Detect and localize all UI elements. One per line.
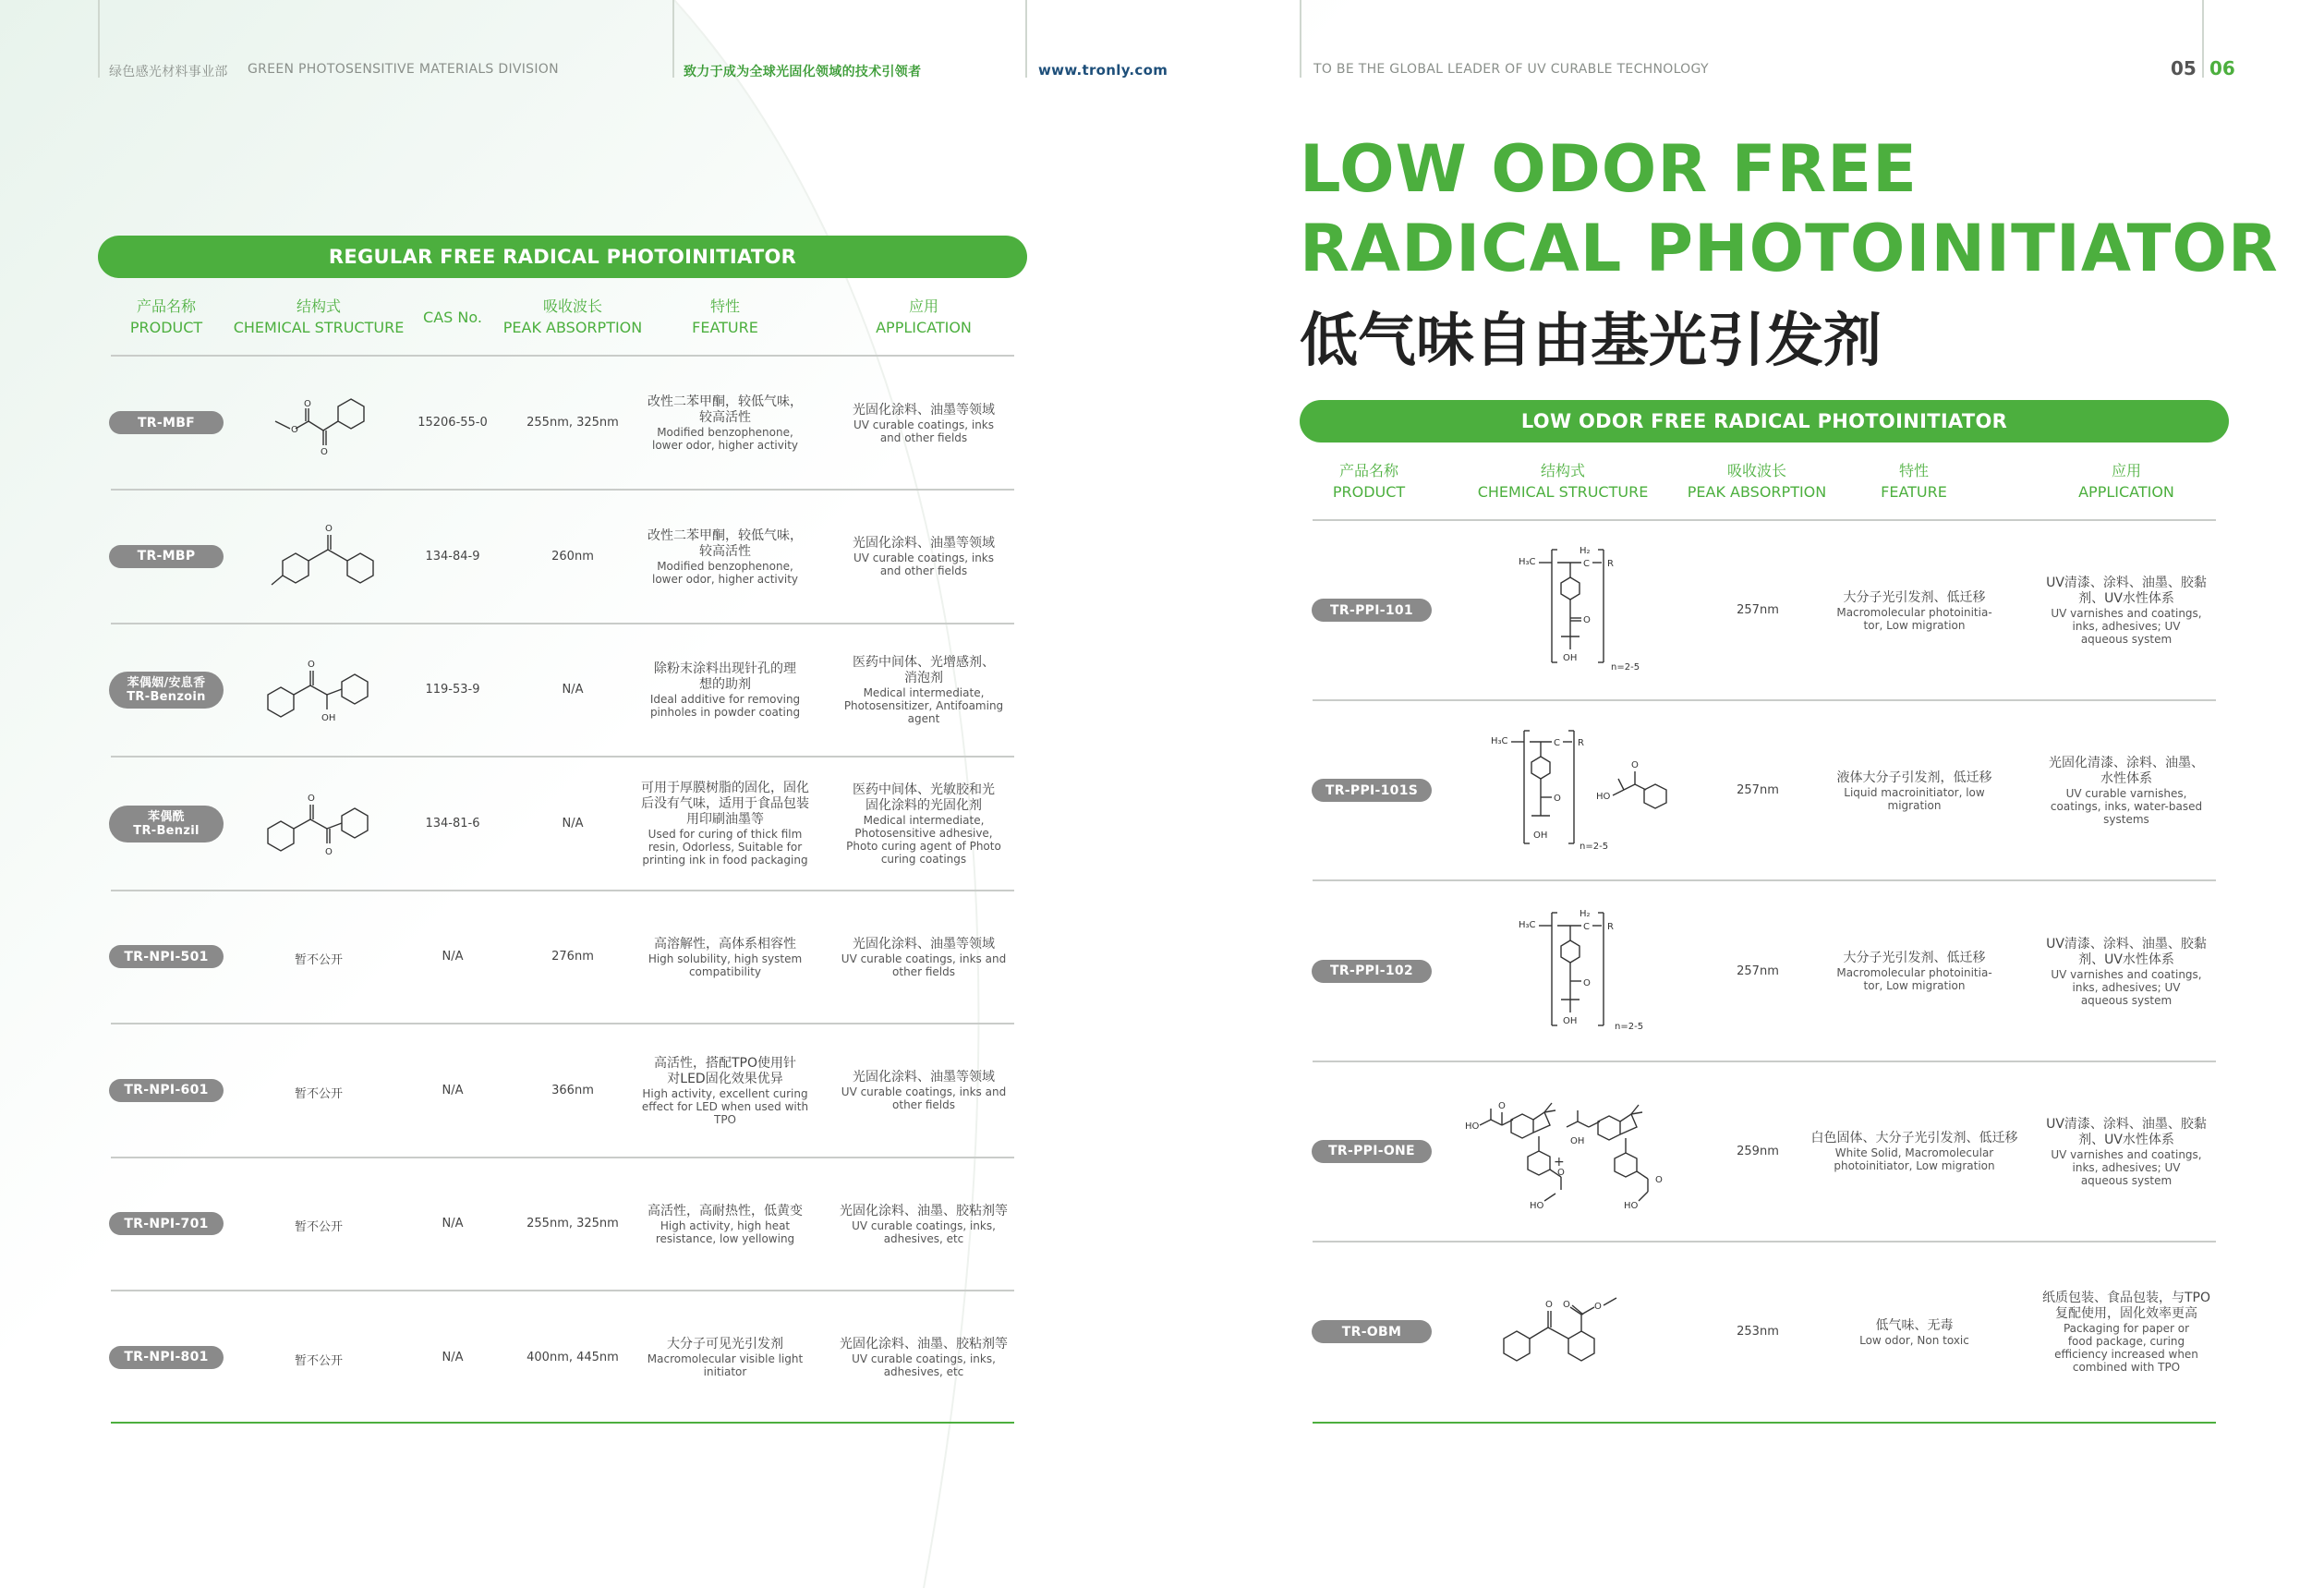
application-cell [2029, 756, 2223, 826]
column-header-en: CHEMICAL STRUCTURE [233, 319, 405, 336]
structure-tr-ppi-101 [1515, 540, 1653, 674]
text-line: UV清漆、涂料、油墨、胶黏 [2046, 576, 2207, 590]
text-line: 后没有气味，适用于食品包装 [641, 796, 809, 811]
column-header-cn: 应用 [908, 297, 938, 315]
title-line-2: RADICAL PHOTOINITIATOR [1300, 211, 2279, 286]
column-header-en: PRODUCT [1332, 483, 1406, 501]
text-line: aqueous system [2080, 1173, 2173, 1187]
column-header-cn: 产品名称 [1338, 462, 1398, 479]
text-line: 剂、UV水性体系 [2078, 591, 2174, 606]
header-divider [1025, 0, 1027, 78]
product-name: TR-NPI-801 [124, 1350, 209, 1364]
cas-number: 134-81-6 [425, 816, 480, 830]
row-divider [111, 756, 1014, 758]
text-line: Packaging for paper or [2063, 1322, 2190, 1336]
r-label: R [1578, 738, 1584, 748]
text-line: UV curable coatings, inks [853, 418, 995, 431]
product-pill [109, 806, 224, 842]
feature-cell [633, 1337, 817, 1378]
ho-label: HO [1624, 1201, 1639, 1211]
feature-cell [633, 528, 817, 586]
left-table-bottom-rule [111, 1422, 1014, 1424]
text-line: Medical intermediate, [863, 686, 985, 699]
product-name: TR-PPI-102 [1330, 964, 1413, 979]
text-line: 光固化涂料、油墨等领域 [853, 1070, 995, 1085]
product-name: TR-PPI-ONE [1328, 1144, 1415, 1159]
peak-absorption: 366nm [551, 1083, 594, 1097]
page-title-cn: 低气味自由基光引发剂 [1300, 307, 1882, 374]
oxygen-label: O [1498, 1101, 1506, 1111]
column-header-en: APPLICATION [876, 319, 972, 336]
text-line: Macromolecular visible light [647, 1352, 804, 1365]
cas-number: 15206-55-0 [418, 416, 488, 430]
oh-label: OH [321, 713, 336, 723]
oxygen-label: O [1563, 1300, 1570, 1310]
product-pill [1312, 960, 1432, 983]
text-line: Macromolecular photoinitia- [1836, 605, 1992, 619]
structure-tr-obm [1496, 1289, 1635, 1381]
text-line: Used for curing of thick film [648, 828, 803, 841]
peak-absorption: N/A [562, 816, 584, 830]
column-header-cn: CAS No. [423, 309, 482, 326]
text-line: 光固化涂料、油墨、胶粘剂等 [840, 1337, 1008, 1352]
column-header-cn: 吸收波长 [542, 297, 602, 315]
text-line: UV curable coatings, inks and [841, 952, 1007, 965]
peak-absorption: 257nm [1737, 603, 1779, 617]
text-line: TPO [713, 1112, 736, 1126]
application-cell [827, 1070, 1021, 1111]
n-range-label: n=2-5 [1580, 842, 1609, 852]
application-cell [2029, 1117, 2223, 1187]
oh-label: OH [1563, 653, 1578, 663]
division-en: GREEN PHOTOSENSITIVE MATERIALS DIVISION [248, 62, 559, 77]
text-line: Liquid macroinitiator, low [1844, 785, 1985, 799]
n-range-label: n=2-5 [1615, 1022, 1644, 1032]
product-pill [109, 1346, 224, 1369]
column-header [1461, 460, 1664, 503]
structure-tr-ppi-102 [1515, 903, 1653, 1037]
application-cell [827, 403, 1021, 444]
text-line: aqueous system [2080, 993, 2173, 1007]
plus-label: + [1554, 1155, 1565, 1170]
structure-note: 暂不公开 [294, 1353, 343, 1368]
text-line: agent [907, 712, 940, 725]
text-line: 白色固体、大分子光引发剂、低迁移 [1810, 1131, 2018, 1146]
text-line: 光固化涂料、油墨等领域 [853, 936, 995, 952]
product-name: TR-MBF [137, 415, 196, 430]
column-header-en: CHEMICAL STRUCTURE [1477, 483, 1649, 501]
feature-cell [1797, 1318, 2032, 1347]
text-line: 光固化清漆、涂料、油墨、 [2049, 756, 2204, 771]
text-line: 剂、UV水性体系 [2078, 952, 2174, 967]
column-header-cn: 产品名称 [136, 297, 196, 315]
text-line: 改性二苯甲酮，较低气味， [648, 394, 803, 409]
product-pill [109, 672, 224, 709]
column-header-cn: 吸收波长 [1726, 462, 1786, 479]
slogan-cn: 致力于成为全球光固化领域的技术引领者 [684, 65, 922, 79]
text-line: 水性体系 [2100, 771, 2152, 787]
text-line: photoinitiator, Low migration [1834, 1159, 1995, 1173]
column-header-cn: 特性 [1898, 462, 1929, 479]
text-line: Photo curing agent of Photo [846, 839, 1001, 853]
text-line: 高活性，搭配TPO使用针 [653, 1055, 796, 1071]
product-name-cn: 苯偶酰 [148, 809, 185, 824]
text-line: 复配使用，固化效率更高 [2055, 1306, 2197, 1322]
text-line: 低气味、无毒 [1875, 1317, 1954, 1333]
product-name: TR-NPI-601 [124, 1083, 209, 1097]
text-line: UV curable varnishes, [2065, 787, 2187, 801]
product-name: TR-MBP [137, 549, 196, 564]
application-cell [2029, 576, 2223, 646]
page-number-right: 06 [2209, 57, 2235, 79]
text-line: resistance, low yellowing [655, 1231, 795, 1245]
h3c-label: H₃C [1519, 920, 1536, 930]
column-header-cn: 应用 [2111, 462, 2141, 479]
c-label: C [1583, 559, 1590, 569]
product-name: TR-Benzoin [127, 690, 206, 704]
text-line: 想的助剂 [699, 677, 751, 692]
column-header-en: FEATURE [1881, 483, 1947, 501]
application-cell [2029, 937, 2223, 1007]
oxygen-label: O [1545, 1300, 1553, 1310]
feature-cell [633, 1204, 817, 1245]
text-line: efficiency increased when [2054, 1348, 2198, 1362]
column-header [2025, 460, 2228, 503]
right-table-bottom-rule [1313, 1422, 2216, 1424]
peak-absorption: 260nm [551, 549, 594, 564]
text-line: Macromolecular photoinitia- [1836, 966, 1992, 980]
application-cell [827, 1337, 1021, 1378]
text-line: pinholes in powder coating [649, 706, 801, 719]
row-divider [1313, 699, 2216, 701]
text-line: 医药中间体、光敏胶和光 [853, 782, 995, 797]
feature-cell [1797, 951, 2032, 992]
text-line: 改性二苯甲酮，较低气味， [648, 527, 803, 543]
text-line: Photosensitizer, Antifoaming [843, 699, 1004, 712]
product-pill [1312, 599, 1432, 622]
text-line: combined with TPO [2072, 1361, 2181, 1375]
text-line: 剂、UV水性体系 [2078, 1132, 2174, 1147]
text-line: and other fields [879, 430, 968, 444]
product-name: TR-PPI-101S [1325, 782, 1419, 798]
application-cell [827, 782, 1021, 866]
product-pill [109, 411, 224, 434]
feature-cell [633, 1056, 817, 1126]
product-pill [1312, 779, 1432, 802]
column-header [1812, 460, 2015, 503]
text-line: 光固化涂料、油墨等领域 [853, 536, 995, 551]
text-line: Modified benzophenone, [657, 426, 793, 439]
text-line: tor, Low migration [1863, 979, 1966, 993]
oxygen-label: O [325, 524, 333, 534]
text-line: and other fields [879, 564, 968, 577]
feature-cell [633, 394, 817, 452]
text-line: High activity, excellent curing [642, 1086, 808, 1100]
column-header [623, 296, 827, 338]
website-link[interactable]: www.tronly.com [1038, 62, 1168, 79]
product-name: TR-NPI-501 [124, 949, 209, 964]
oxygen-label: O [1554, 794, 1561, 804]
product-pill [109, 1079, 224, 1102]
peak-absorption: 253nm [1737, 1325, 1779, 1339]
peak-absorption: 257nm [1737, 964, 1779, 978]
c-label: C [1554, 738, 1560, 748]
row-divider [111, 489, 1014, 491]
structure-tr-benzil [259, 790, 379, 864]
slogan-en: TO BE THE GLOBAL LEADER OF UV CURABLE TECHNOLOGY [1313, 62, 1709, 77]
text-line: 除粉末涂料出现针孔的理 [654, 661, 796, 676]
row-divider [111, 1157, 1014, 1158]
text-line: 较高活性 [699, 543, 751, 559]
peak-absorption: 255nm, 325nm [527, 1217, 619, 1230]
n-range-label: n=2-5 [1611, 662, 1640, 673]
oxygen-label: O [1583, 978, 1591, 988]
text-line: adhesives, etc [883, 1365, 964, 1378]
peak-absorption: 255nm, 325nm [527, 416, 619, 430]
structure-tr-ppi-101s [1487, 725, 1672, 855]
text-line: other fields [892, 964, 955, 978]
text-line: White Solid, Macromolecular [1834, 1146, 1994, 1160]
text-line: UV curable coatings, inks, [852, 1218, 996, 1232]
text-line: lower odor, higher activity [651, 572, 798, 586]
text-line: migration [1887, 798, 1942, 812]
feature-cell [1797, 770, 2032, 812]
text-line: effect for LED when used with [641, 1099, 809, 1113]
text-line: systems [2103, 813, 2149, 827]
oxygen-label: O [291, 425, 298, 435]
text-line: UV curable coatings, inks and [841, 1085, 1007, 1098]
product-name: TR-PPI-101 [1330, 602, 1413, 618]
text-line: UV清漆、涂料、油墨、胶黏 [2046, 936, 2207, 952]
right-table-banner: LOW ODOR FREE RADICAL PHOTOINITIATOR [1300, 400, 2229, 442]
column-header-en: PRODUCT [129, 319, 203, 336]
structure-tr-benzoin [259, 656, 379, 730]
text-line: 光固化涂料、油墨、胶粘剂等 [840, 1203, 1008, 1218]
text-line: UV清漆、涂料、油墨、胶黏 [2046, 1116, 2207, 1132]
left-header-rule [111, 355, 1014, 357]
oxygen-label: O [304, 399, 311, 409]
c-label: C [1583, 922, 1590, 932]
column-header-cn: 结构式 [1540, 462, 1585, 479]
text-line: curing coatings [880, 852, 967, 866]
column-header-cn: 结构式 [296, 297, 341, 315]
r-label: R [1607, 559, 1614, 569]
title-line-1: LOW ODOR FREE [1300, 131, 1918, 207]
feature-cell [633, 937, 817, 978]
r-label: R [1607, 922, 1614, 932]
text-line: UV varnishes and coatings, [2051, 607, 2202, 620]
text-line: resin, Odorless, Suitable for [648, 841, 803, 854]
text-line: 光固化涂料、油墨等领域 [853, 402, 995, 418]
header-divider [2202, 0, 2204, 78]
text-line: Photosensitive adhesive, [854, 826, 993, 840]
structure-note: 暂不公开 [294, 1086, 343, 1101]
column-header [822, 296, 1025, 338]
text-line: aqueous system [2080, 633, 2173, 646]
peak-absorption: 400nm, 445nm [527, 1350, 619, 1364]
division-cn: 绿色感光材料事业部 [109, 65, 228, 79]
column-header-en: APPLICATION [2078, 483, 2174, 501]
application-cell [827, 536, 1021, 577]
product-pill [109, 545, 224, 568]
right-header-rule [1313, 519, 2216, 521]
product-name: TR-Benzil [133, 823, 200, 838]
product-pill [1312, 1140, 1432, 1163]
text-line: printing ink in food packaging [642, 854, 808, 867]
text-line: UV curable coatings, inks, [852, 1352, 996, 1365]
text-line: 高溶解性，高体系相容性 [654, 936, 796, 952]
oxygen-label: O [308, 794, 315, 804]
column-header [1267, 460, 1471, 503]
text-line: lower odor, higher activity [651, 439, 798, 452]
text-line: High activity, high heat [660, 1218, 791, 1232]
structure-tr-mbp [268, 522, 388, 596]
text-line: food package, curing [2067, 1335, 2185, 1349]
text-line: compatibility [688, 964, 762, 978]
feature-cell [1797, 590, 2032, 632]
peak-absorption: 276nm [551, 950, 594, 964]
page-title [1300, 129, 2279, 288]
column-header-en: PEAK ABSORPTION [502, 319, 643, 336]
product-name: TR-OBM [1341, 1324, 1402, 1339]
row-divider [1313, 1241, 2216, 1243]
feature-cell [1797, 1131, 2032, 1172]
text-line: 消泡剂 [904, 671, 943, 685]
left-table-banner: REGULAR FREE RADICAL PHOTOINITIATOR [98, 236, 1027, 278]
oxygen-label: O [321, 447, 328, 457]
text-line: Ideal additive for removing [649, 693, 801, 706]
oh-label: OH [1563, 1016, 1578, 1026]
header-divider [672, 0, 674, 78]
text-line: 可用于厚膜树脂的固化，固化 [641, 781, 809, 795]
row-divider [111, 1023, 1014, 1024]
text-line: 大分子光引发剂、低迁移 [1843, 589, 1986, 605]
peak-absorption: 257nm [1737, 783, 1779, 798]
oxygen-label: O [1583, 615, 1591, 625]
oxygen-label: O [325, 847, 333, 857]
structure-tr-ppi-one [1459, 1090, 1690, 1219]
text-line: 用印刷油墨等 [686, 812, 764, 827]
structure-note: 暂不公开 [294, 1220, 343, 1234]
oxygen-label: O [1594, 1302, 1602, 1312]
h2c-label: H₂ [1580, 909, 1591, 919]
text-line: 纸质包装、食品包装，与TPO [2041, 1291, 2210, 1306]
header-divider [98, 0, 100, 78]
application-cell [827, 1204, 1021, 1245]
cas-number: N/A [442, 1083, 464, 1097]
page-number-left: 05 [2171, 57, 2197, 79]
text-line: 液体大分子引发剂，低迁移 [1836, 770, 1992, 785]
product-pill [1312, 1320, 1432, 1343]
text-line: Low odor, Non toxic [1859, 1333, 1969, 1347]
text-line: UV varnishes and coatings, [2051, 1147, 2202, 1161]
application-cell [827, 655, 1021, 725]
text-line: other fields [892, 1098, 955, 1111]
text-line: initiator [703, 1365, 747, 1378]
structure-tr-mbf [268, 388, 379, 462]
text-line: 大分子光引发剂、低迁移 [1843, 951, 1986, 966]
feature-cell [633, 661, 817, 719]
peak-absorption: N/A [562, 683, 584, 697]
text-line: 高活性，高耐热性，低黄变 [648, 1203, 803, 1218]
text-line: Modified benzophenone, [657, 559, 793, 573]
cas-number: 119-53-9 [425, 683, 480, 697]
text-line: 医药中间体、光增感剂、 [853, 655, 995, 670]
ho-label: HO [1530, 1201, 1544, 1211]
ho-label: HO [1465, 1121, 1480, 1132]
column-header-en: PEAK ABSORPTION [1687, 483, 1827, 501]
text-line: High solubility, high system [648, 952, 803, 965]
cas-number: N/A [442, 1350, 464, 1364]
h3c-label: H₃C [1491, 736, 1508, 746]
oxygen-label: O [308, 660, 315, 670]
row-divider [111, 623, 1014, 624]
text-line: 对LED固化效果优异 [667, 1071, 783, 1086]
structure-note: 暂不公开 [294, 953, 343, 967]
cas-number: 134-84-9 [425, 549, 480, 564]
text-line: coatings, inks, water-based [2050, 800, 2203, 814]
row-divider [111, 1290, 1014, 1291]
header-divider [1300, 0, 1301, 78]
product-pill [109, 945, 224, 968]
row-divider [111, 890, 1014, 891]
text-line: adhesives, etc [883, 1231, 964, 1245]
row-divider [1313, 879, 2216, 881]
cas-number: N/A [442, 1217, 464, 1230]
row-divider [1313, 1061, 2216, 1062]
application-cell [827, 937, 1021, 978]
oxygen-label: O [1655, 1175, 1663, 1185]
ho-label: HO [1596, 792, 1611, 802]
oh-label: OH [1570, 1136, 1585, 1146]
feature-cell [633, 781, 817, 867]
application-cell [2029, 1291, 2223, 1374]
text-line: UV curable coatings, inks [853, 552, 995, 564]
text-line: UV varnishes and coatings, [2051, 967, 2202, 981]
text-line: Medical intermediate, [863, 813, 985, 827]
cas-number: N/A [442, 950, 464, 964]
product-name: TR-NPI-701 [124, 1216, 209, 1231]
oxygen-label: O [1557, 1168, 1565, 1178]
text-line: tor, Low migration [1863, 618, 1966, 632]
peak-absorption: 259nm [1737, 1144, 1779, 1158]
text-line: inks, adhesives; UV [2072, 980, 2181, 994]
text-line: inks, adhesives; UV [2072, 1160, 2181, 1174]
product-pill [109, 1212, 224, 1235]
h3c-label: H₃C [1519, 557, 1536, 567]
column-header-en: FEATURE [692, 319, 758, 336]
text-line: 固化涂料的光固化剂 [865, 797, 982, 813]
text-line: 大分子可见光引发剂 [667, 1337, 783, 1352]
text-line: 较高活性 [699, 410, 751, 425]
text-line: inks, adhesives; UV [2072, 620, 2181, 633]
product-name-cn: 苯偶姻/安息香 [127, 676, 206, 690]
oh-label: OH [1533, 830, 1548, 841]
oxygen-label: O [1631, 760, 1639, 770]
h2c-label: H₂ [1580, 546, 1591, 556]
column-header-cn: 特性 [709, 297, 740, 315]
